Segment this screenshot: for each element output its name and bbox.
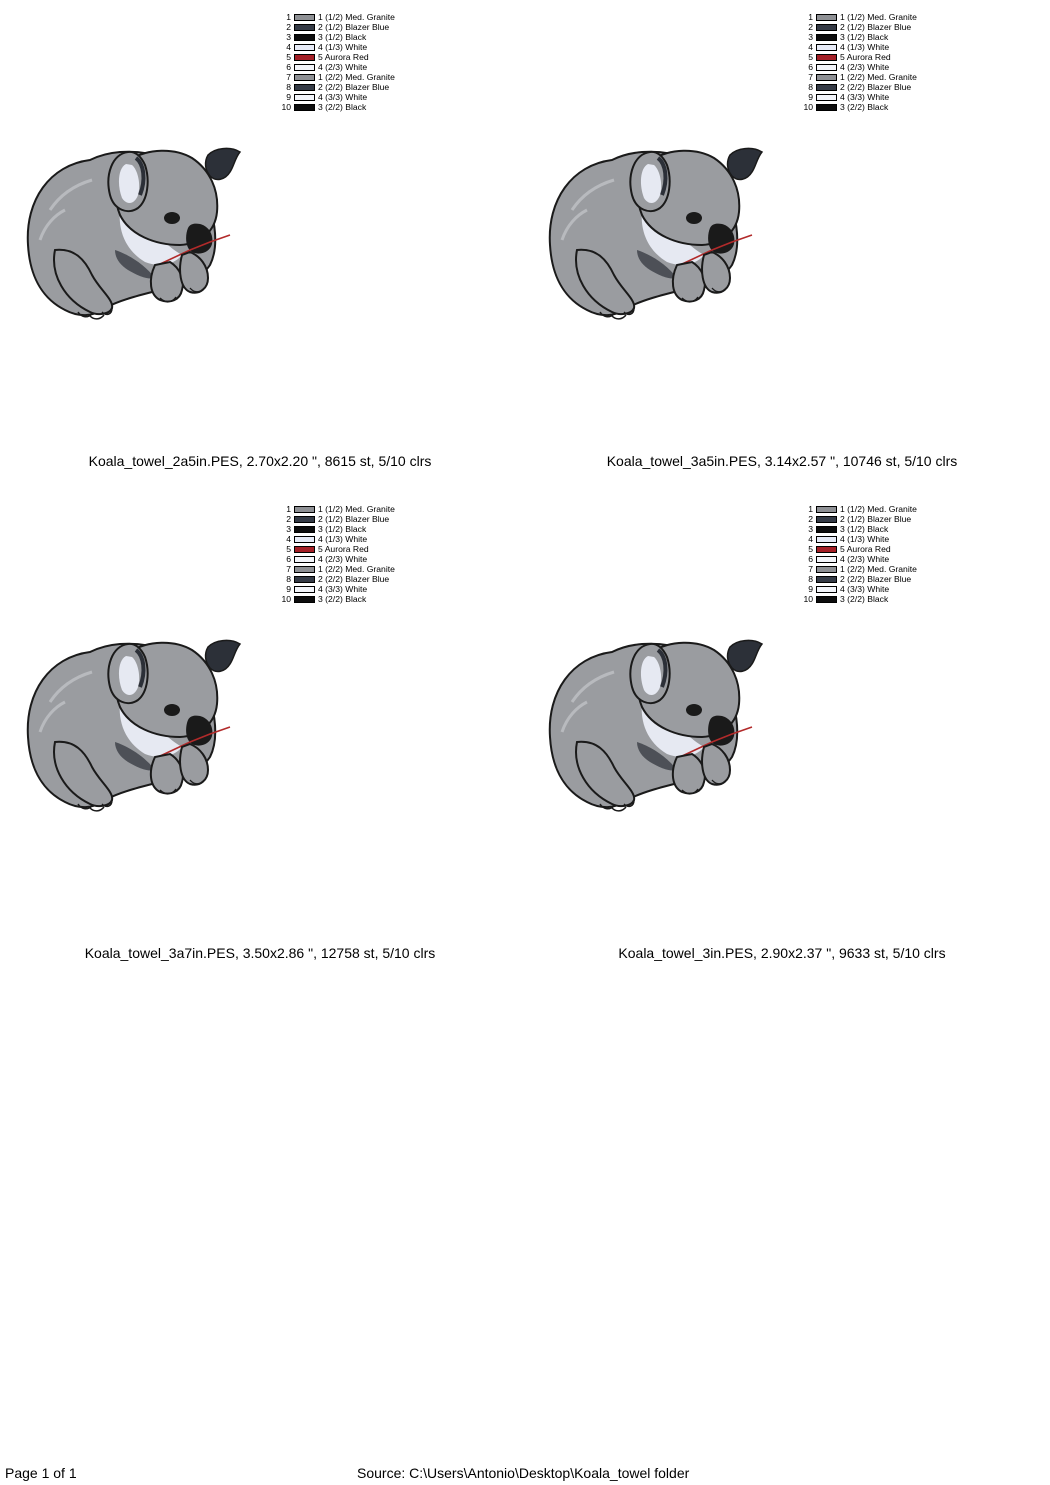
source-path: Source: C:\Users\Antonio\Desktop\Koala_towel folder (357, 1465, 690, 1481)
legend-row (800, 82, 917, 92)
color-swatch (294, 24, 315, 31)
legend-number: 5 (808, 52, 813, 62)
legend-row (278, 564, 395, 574)
color-swatch (294, 84, 315, 91)
legend-row (278, 584, 395, 594)
legend-number: 7 (808, 564, 813, 574)
color-legend (278, 12, 395, 112)
legend-row (278, 574, 395, 584)
legend-label: 4 (3/3) White (318, 584, 368, 594)
color-swatch (816, 596, 837, 603)
design-caption: Koala_towel_2a5in.PES, 2.70x2.20 ", 8615 st, 5/10 clrs (88, 453, 432, 469)
legend-label: 5 Aurora Red (840, 544, 891, 554)
legend-number: 3 (286, 32, 291, 42)
design-cell (0, 492, 525, 984)
legend-row (800, 32, 917, 42)
legend-number: 3 (808, 32, 813, 42)
koala-embroidery-image (542, 632, 770, 817)
legend-row (278, 12, 395, 22)
legend-label: 4 (2/3) White (318, 62, 368, 72)
legend-number: 4 (808, 534, 813, 544)
legend-row (800, 554, 917, 564)
legend-label: 3 (1/2) Black (318, 524, 367, 534)
legend-label: 3 (2/2) Black (840, 594, 889, 604)
legend-label: 5 Aurora Red (318, 52, 369, 62)
legend-label: 2 (2/2) Blazer Blue (318, 82, 390, 92)
legend-row (800, 52, 917, 62)
color-swatch (816, 526, 837, 533)
legend-number: 8 (808, 574, 813, 584)
design-cell (522, 492, 1047, 984)
legend-number: 8 (286, 574, 291, 584)
legend-number: 7 (286, 564, 291, 574)
legend-row (278, 32, 395, 42)
legend-label: 3 (2/2) Black (840, 102, 889, 112)
legend-label: 5 Aurora Red (840, 52, 891, 62)
color-swatch (294, 566, 315, 573)
color-swatch (294, 94, 315, 101)
color-swatch (294, 586, 315, 593)
legend-number: 6 (808, 554, 813, 564)
legend-row (800, 544, 917, 554)
color-swatch (294, 556, 315, 563)
legend-row (800, 584, 917, 594)
color-swatch (816, 586, 837, 593)
legend-number: 1 (808, 12, 813, 22)
legend-row (278, 42, 395, 52)
legend-label: 1 (1/2) Med. Granite (840, 504, 917, 514)
legend-row (278, 92, 395, 102)
color-swatch (294, 506, 315, 513)
legend-row (278, 22, 395, 32)
legend-number: 10 (281, 102, 291, 112)
legend-number: 6 (286, 554, 291, 564)
color-swatch (816, 546, 837, 553)
legend-row (800, 514, 917, 524)
legend-number: 10 (803, 102, 813, 112)
legend-number: 3 (808, 524, 813, 534)
legend-label: 1 (2/2) Med. Granite (840, 72, 917, 82)
color-swatch (294, 516, 315, 523)
legend-row (800, 72, 917, 82)
legend-number: 2 (286, 514, 291, 524)
legend-label: 2 (1/2) Blazer Blue (318, 514, 390, 524)
color-swatch (816, 556, 837, 563)
design-caption: Koala_towel_3a7in.PES, 3.50x2.86 ", 12758 st, 5/10 clrs (84, 945, 436, 961)
legend-label: 4 (1/3) White (318, 42, 368, 52)
page-number: Page 1 of 1 (5, 1465, 77, 1481)
legend-label: 3 (1/2) Black (840, 32, 889, 42)
legend-number: 1 (286, 504, 291, 514)
legend-number: 6 (286, 62, 291, 72)
legend-label: 4 (1/3) White (840, 42, 890, 52)
legend-row (278, 102, 395, 112)
legend-row (800, 22, 917, 32)
color-swatch (816, 54, 837, 61)
color-swatch (816, 44, 837, 51)
color-swatch (816, 576, 837, 583)
legend-label: 4 (2/3) White (840, 62, 890, 72)
legend-row (800, 564, 917, 574)
legend-number: 9 (286, 92, 291, 102)
legend-label: 4 (3/3) White (840, 92, 890, 102)
koala-embroidery-image (542, 140, 770, 325)
legend-label: 4 (1/3) White (318, 534, 368, 544)
color-swatch (816, 536, 837, 543)
design-caption: Koala_towel_3a5in.PES, 3.14x2.57 ", 10746 st, 5/10 clrs (606, 453, 958, 469)
legend-label: 2 (1/2) Blazer Blue (840, 22, 912, 32)
legend-number: 4 (286, 534, 291, 544)
legend-label: 4 (3/3) White (840, 584, 890, 594)
legend-number: 1 (286, 12, 291, 22)
legend-number: 7 (808, 72, 813, 82)
legend-number: 8 (808, 82, 813, 92)
legend-number: 5 (808, 544, 813, 554)
color-swatch (294, 54, 315, 61)
legend-label: 4 (1/3) White (840, 534, 890, 544)
legend-number: 9 (808, 92, 813, 102)
color-legend (278, 504, 395, 604)
legend-row (800, 12, 917, 22)
color-swatch (816, 64, 837, 71)
legend-row (800, 102, 917, 112)
koala-embroidery-image (20, 140, 248, 325)
color-swatch (816, 516, 837, 523)
legend-row (278, 72, 395, 82)
color-swatch (816, 24, 837, 31)
legend-number: 1 (808, 504, 813, 514)
color-swatch (816, 104, 837, 111)
color-swatch (816, 84, 837, 91)
legend-label: 1 (2/2) Med. Granite (840, 564, 917, 574)
color-swatch (294, 546, 315, 553)
color-swatch (294, 14, 315, 21)
legend-row (278, 52, 395, 62)
legend-label: 2 (2/2) Blazer Blue (840, 574, 912, 584)
legend-label: 4 (3/3) White (318, 92, 368, 102)
legend-label: 1 (2/2) Med. Granite (318, 72, 395, 82)
color-swatch (294, 526, 315, 533)
legend-label: 5 Aurora Red (318, 544, 369, 554)
legend-row (278, 534, 395, 544)
color-swatch (294, 596, 315, 603)
legend-label: 2 (1/2) Blazer Blue (318, 22, 390, 32)
legend-number: 9 (286, 584, 291, 594)
legend-label: 3 (2/2) Black (318, 594, 367, 604)
legend-number: 9 (808, 584, 813, 594)
color-swatch (816, 14, 837, 21)
legend-number: 2 (808, 514, 813, 524)
legend-row (278, 514, 395, 524)
legend-label: 3 (2/2) Black (318, 102, 367, 112)
legend-row (278, 554, 395, 564)
legend-number: 3 (286, 524, 291, 534)
legend-label: 1 (1/2) Med. Granite (318, 504, 395, 514)
legend-row (278, 62, 395, 72)
legend-number: 5 (286, 52, 291, 62)
legend-number: 5 (286, 544, 291, 554)
color-swatch (816, 74, 837, 81)
legend-number: 10 (803, 594, 813, 604)
legend-row (278, 504, 395, 514)
legend-row (278, 594, 395, 604)
color-swatch (294, 64, 315, 71)
color-swatch (816, 566, 837, 573)
color-swatch (294, 576, 315, 583)
legend-label: 3 (1/2) Black (318, 32, 367, 42)
legend-label: 4 (2/3) White (840, 554, 890, 564)
legend-row (800, 42, 917, 52)
legend-row (800, 504, 917, 514)
legend-row (800, 62, 917, 72)
legend-number: 8 (286, 82, 291, 92)
legend-label: 3 (1/2) Black (840, 524, 889, 534)
color-swatch (294, 104, 315, 111)
color-legend (800, 504, 917, 604)
legend-number: 6 (808, 62, 813, 72)
legend-row (800, 92, 917, 102)
design-cell (522, 0, 1047, 492)
koala-embroidery-image (20, 632, 248, 817)
color-swatch (816, 506, 837, 513)
legend-number: 7 (286, 72, 291, 82)
design-cell (0, 0, 525, 492)
legend-label: 2 (1/2) Blazer Blue (840, 514, 912, 524)
color-swatch (294, 34, 315, 41)
legend-row (800, 574, 917, 584)
legend-number: 4 (808, 42, 813, 52)
legend-row (278, 544, 395, 554)
color-swatch (294, 44, 315, 51)
design-caption: Koala_towel_3in.PES, 2.90x2.37 ", 9633 st, 5/10 clrs (618, 945, 946, 961)
legend-label: 1 (1/2) Med. Granite (318, 12, 395, 22)
color-swatch (294, 536, 315, 543)
legend-row (278, 524, 395, 534)
legend-label: 1 (1/2) Med. Granite (840, 12, 917, 22)
legend-number: 2 (808, 22, 813, 32)
color-swatch (816, 34, 837, 41)
legend-number: 2 (286, 22, 291, 32)
legend-label: 1 (2/2) Med. Granite (318, 564, 395, 574)
legend-label: 2 (2/2) Blazer Blue (840, 82, 912, 92)
legend-label: 4 (2/3) White (318, 554, 368, 564)
legend-number: 10 (281, 594, 291, 604)
legend-row (800, 594, 917, 604)
color-swatch (294, 74, 315, 81)
color-legend (800, 12, 917, 112)
legend-label: 2 (2/2) Blazer Blue (318, 574, 390, 584)
legend-row (800, 524, 917, 534)
legend-row (278, 82, 395, 92)
color-swatch (816, 94, 837, 101)
legend-row (800, 534, 917, 544)
legend-number: 4 (286, 42, 291, 52)
